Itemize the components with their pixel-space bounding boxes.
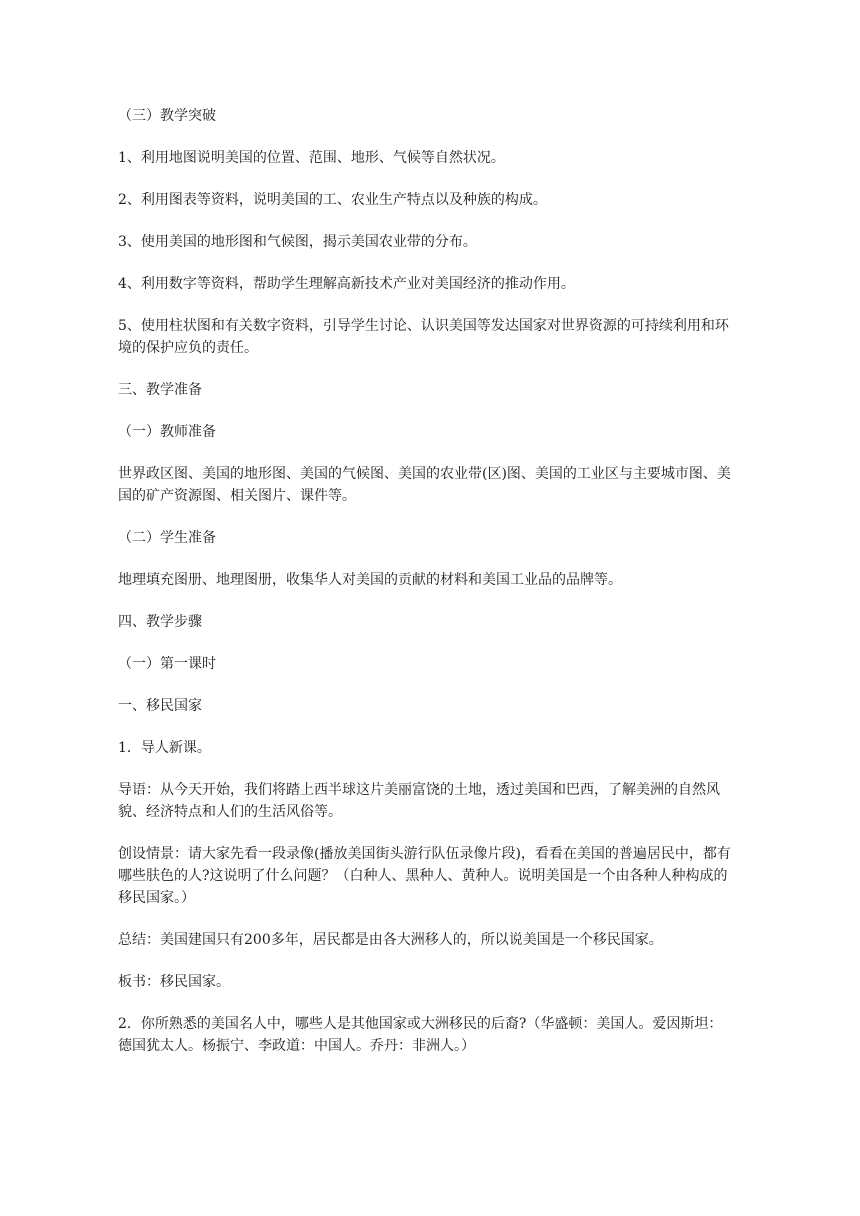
lead-in-text: 导语：从今天开始，我们将踏上西半球这片美丽富饶的土地，透过美国和巴西，了解美洲的自然风貌、经济特点和人们的生活风俗等。 xyxy=(118,782,720,820)
blackboard-text: 板书：移民国家。 xyxy=(118,974,230,990)
student-preparation-text: 地理填充图册、地理图册，收集华人对美国的贡献的材料和美国工业品的品牌等。 xyxy=(118,572,622,588)
scenario-text: 创设情景：请大家先看一段录像(播放美国街头游行队伍录像片段)，看看在美国的普遍居民中，都有哪些肤色的人?这说明了什么问题？（白种人、黑种人、黄种人。说明美国是一个由各种人种构成的移民国家。） xyxy=(118,846,731,906)
section-heading-teaching-preparation: 三、教学准备 xyxy=(118,382,202,398)
section-heading-teaching-steps: 四、教学步骤 xyxy=(118,614,202,630)
breakthrough-item-3: 3、使用美国的地形图和气候图，揭示美国农业带的分布。 xyxy=(118,234,477,250)
step-2-question: 2．你所熟悉的美国名人中，哪些人是其他国家或大洲移民的后裔?（华盛顿：美国人。爱因斯坦：德国犹太人。杨振宁、李政道：中国人。乔丹：非洲人。） xyxy=(118,1016,723,1054)
subheading-student-preparation: （二）学生准备 xyxy=(118,530,216,546)
breakthrough-item-1: 1、利用地图说明美国的位置、范围、地形、气候等自然状况。 xyxy=(118,150,505,166)
document-body xyxy=(118,105,736,1077)
summary-text: 总结：美国建国只有200多年，居民都是由各大洲移人的，所以说美国是一个移民国家。 xyxy=(118,932,663,948)
topic-heading-immigrant-country: 一、移民国家 xyxy=(118,698,202,714)
breakthrough-item-5: 5、使用柱状图和有关数字资料，引导学生讨论、认识美国等发达国家对世界资源的可持续利用和环境的保护应负的责任。 xyxy=(118,318,729,356)
subheading-teacher-preparation: （一）教师准备 xyxy=(118,424,216,440)
breakthrough-item-4: 4、利用数字等资料，帮助学生理解高新技术产业对美国经济的推动作用。 xyxy=(118,276,575,292)
teacher-preparation-text: 世界政区图、美国的地形图、美国的气候图、美国的农业带(区)图、美国的工业区与主要城市图、美国的矿产资源图、相关图片、课件等。 xyxy=(118,466,731,504)
subheading-first-lesson: （一）第一课时 xyxy=(118,656,216,672)
section-heading-teaching-breakthrough: （三）教学突破 xyxy=(118,108,216,124)
step-1-introduction: 1．导人新课。 xyxy=(118,740,211,756)
breakthrough-item-2: 2、利用图表等资料，说明美国的工、农业生产特点以及种族的构成。 xyxy=(118,192,547,208)
